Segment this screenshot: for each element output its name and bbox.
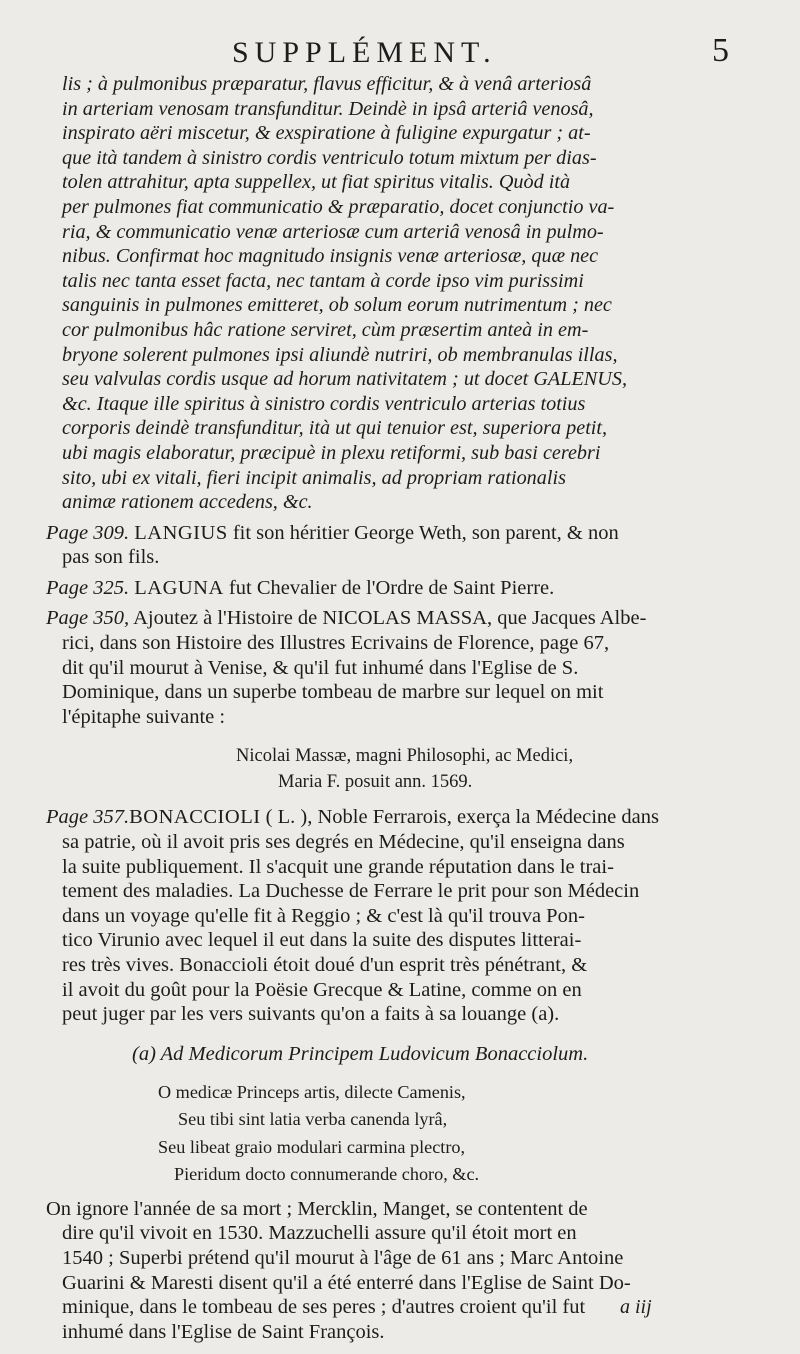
text-line: dans un voyage qu'elle fit à Reggio ; & c'est là qu'il trouva Pon- xyxy=(62,904,585,927)
text-line: minique, dans le tombeau de ses peres ; d'autres croient qu'il fut xyxy=(62,1296,586,1319)
entry-page-350 xyxy=(46,606,758,729)
entry-text: Ajoutez à l'Histoire de NICOLAS MASSA, que Jacques Albe- xyxy=(129,607,647,630)
text-line: Guarini & Maresti disent qu'il a été enterré dans l'Eglise de Saint Do- xyxy=(62,1271,631,1294)
verse-line: Seu tibi sint latia verba canenda lyrâ, xyxy=(178,1109,448,1130)
text-line: peut juger par les vers suivants qu'on a faits à sa louange (a). xyxy=(62,1003,560,1026)
text-line: rici, dans son Histoire des Illustres Ecrivains de Florence, page 67, xyxy=(62,632,610,655)
text-line: sanguinis in pulmones emitteret, ob solum eorum nutrimentum ; nec xyxy=(62,294,612,317)
entry-text: fit son héritier George Weth, son parent, & non xyxy=(227,521,619,544)
running-title: SUPPLÉMENT. xyxy=(232,36,497,69)
text-line: inhumé dans l'Eglise de Saint François. xyxy=(62,1320,385,1343)
page-reference: Page 309. xyxy=(46,521,130,544)
text-line: dit qu'il mourut à Venise, & qu'il fut inhumé dans l'Eglise de S. xyxy=(62,656,579,679)
signature-mark: a iij xyxy=(620,1296,652,1318)
epitaph xyxy=(46,743,758,795)
text-line: bryone solerent pulmones ipsi aliundè nutriri, ob membranulas illas, xyxy=(62,343,618,366)
text-line: inspirato aëri miscetur, & exspiratione à fuligine expurgatur ; at- xyxy=(62,122,591,145)
page-reference: Page 357. xyxy=(46,806,130,829)
epitaph-line: Nicolai Massæ, magni Philosophi, ac Medici, xyxy=(236,746,574,767)
text-line: cor pulmonibus hâc ratione serviret, cùm præsertim anteà in em- xyxy=(62,318,589,341)
poem-title: (a) Ad Medicorum Principem Ludovicum Bonacciolum. xyxy=(132,1042,589,1065)
text-line: per pulmones fiat communicatio & præparatio, docet conjunctio va- xyxy=(62,195,615,218)
text-line: corporis deindè transfunditur, ità ut qui tenuior est, superiora petit, xyxy=(62,417,608,440)
text-line: nibus. Confirmat hoc magnitudo insignis venæ arteriosæ, quæ nec xyxy=(62,245,599,268)
text-line: que ità tandem à sinistro cordis ventriculo totum mixtum per dias- xyxy=(62,146,597,169)
latin-paragraph xyxy=(46,72,758,515)
verse-line: O medicæ Princeps artis, dilecte Camenis, xyxy=(158,1081,466,1102)
entry-first-line xyxy=(46,576,758,601)
text-line: tement des maladies. La Duchesse de Ferrare le prit pour son Médecin xyxy=(62,880,640,903)
text-line: il avoit du goût pour la Poësie Grecque & Latine, comme on en xyxy=(62,978,582,1001)
epitaph-line: Maria F. posuit ann. 1569. xyxy=(278,772,473,793)
entry-first-line xyxy=(46,521,758,546)
final-paragraph xyxy=(46,1197,758,1345)
text-line: la suite publiquement. Il s'acquit une grande réputation dans le trai- xyxy=(62,855,614,878)
page-number: 5 xyxy=(712,32,729,69)
poem-verses xyxy=(46,1079,758,1189)
page-reference: Page 350, xyxy=(46,607,130,630)
text-line: tolen attrahitur, apta suppellex, ut fiat spiritus vitalis. Quòd ità xyxy=(62,171,571,194)
text-line: Dominique, dans un superbe tombeau de marbre sur lequel on mit xyxy=(62,681,604,704)
entry-name: BONACCIOLI xyxy=(129,806,261,829)
text-line: tico Virunio avec lequel il eut dans la suite des disputes litterai- xyxy=(62,929,582,952)
text-line: lis ; à pulmonibus præparatur, flavus efficitur, & à venâ arteriosâ xyxy=(62,73,592,95)
text-line: talis nec tanta esset facta, nec tantam à corde ipso vim purissimi xyxy=(62,269,584,292)
text-line: ubi magis elaboratur, præcipuè in plexu retiformi, sub basi cerebri xyxy=(62,441,601,464)
entry-first-line xyxy=(46,606,758,631)
text-line: 1540 ; Superbi prétend qu'il mourut à l'âge de 61 ans ; Marc Antoine xyxy=(62,1246,624,1269)
page-reference: Page 325. xyxy=(46,576,130,599)
entry-page-325 xyxy=(46,576,758,601)
entry-text: ( L. ), Noble Ferrarois, exerça la Médecine dans xyxy=(260,806,659,829)
text-line: seu valvulas cordis usque ad horum nativitatem ; ut docet GALENUS, xyxy=(62,368,627,391)
verse-line: Seu libeat graio modulari carmina plectro, xyxy=(158,1136,466,1157)
entry-text: fut Chevalier de l'Ordre de Saint Pierre. xyxy=(223,576,555,599)
text-line: dire qu'il vivoit en 1530. Mazzuchelli assure qu'il étoit mort en xyxy=(62,1222,577,1245)
text-line: ria, & communicatio venæ arteriosæ cum arteriâ venosâ in pulmo- xyxy=(62,220,604,243)
verse-line: Pieridum docto connumerande choro, &c. xyxy=(174,1164,480,1185)
text-line: sa patrie, où il avoit pris ses degrés en Médecine, qu'il enseigna dans xyxy=(62,831,625,854)
text-line: in arteriam venosam transfunditur. Deindè in ipsâ arteriâ venosâ, xyxy=(62,97,594,120)
entry-first-line xyxy=(46,805,758,830)
entry-name: LAGUNA xyxy=(134,576,224,599)
entry-page-309 xyxy=(46,521,758,570)
latin-text xyxy=(46,72,758,515)
text-line: pas son fils. xyxy=(62,546,160,569)
text-line: res très vives. Bonaccioli étoit doué d'un esprit très pénétrant, & xyxy=(62,954,588,976)
page-header xyxy=(0,30,800,70)
text-line: l'épitaphe suivante : xyxy=(62,705,226,728)
text-line: &c. Itaque ille spiritus à sinistro cordis ventriculo arterias totius xyxy=(62,392,586,415)
page-body xyxy=(46,72,758,1344)
text-line: sito, ubi ex vitali, fieri incipit animalis, ad propriam rationalis xyxy=(62,466,566,489)
text-line: On ignore l'année de sa mort ; Mercklin, Manget, se contentent de xyxy=(46,1197,588,1220)
entry-page-357 xyxy=(46,805,758,1026)
text-line: animæ rationem accedens, &c. xyxy=(62,491,313,514)
entry-name: LANGIUS xyxy=(134,521,228,544)
